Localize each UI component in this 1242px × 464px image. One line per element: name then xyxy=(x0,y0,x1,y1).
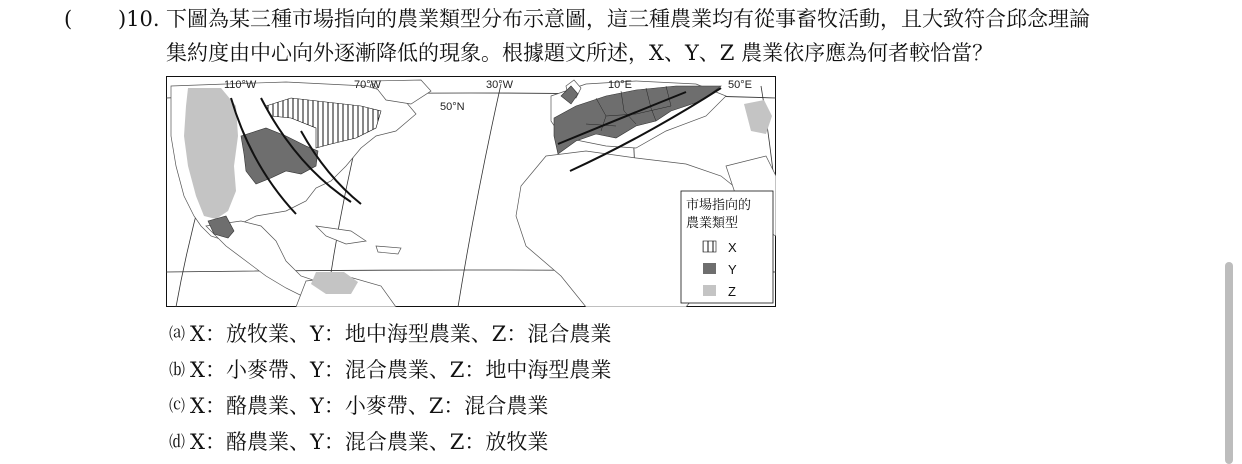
legend-swatch-x xyxy=(703,241,716,252)
option-a[interactable] xyxy=(166,321,611,347)
option-c-letter: ⒞ xyxy=(168,396,185,415)
option-c[interactable] xyxy=(166,393,548,419)
lon-50e-label: 50°E xyxy=(728,79,752,91)
legend-swatch-z xyxy=(703,285,716,296)
option-d-letter: ⒟ xyxy=(168,432,185,451)
legend-label-y: Y xyxy=(728,262,737,277)
lon-70w-label: 70°W xyxy=(354,79,382,91)
option-a-letter: ⒜ xyxy=(168,324,185,343)
option-b[interactable] xyxy=(166,357,611,383)
question-number: )10. xyxy=(118,7,160,31)
lon-30w-label: 30°W xyxy=(486,79,514,91)
legend-label-x: X xyxy=(728,240,737,255)
legend-title-line1: 市場指向的 xyxy=(686,197,752,212)
legend-title-line2: 農業類型 xyxy=(686,215,739,230)
option-a-text: X：放牧業、Y：地中海型農業、Z：混合農業 xyxy=(190,322,612,346)
scrollbar-thumb[interactable] xyxy=(1225,262,1233,464)
option-b-letter: ⒝ xyxy=(168,360,185,379)
agriculture-distribution-map xyxy=(166,76,776,307)
option-d[interactable] xyxy=(166,429,548,455)
option-b-text: X：小麥帶、Y：混合農業、Z：地中海型農業 xyxy=(190,358,612,382)
question-stem-line1: 下圖為某三種市場指向的農業類型分布示意圖，這三種農業均有從事畜牧活動，且大致符合邱念理論 xyxy=(166,7,1090,31)
option-d-text: X：酪農業、Y：混合農業、Z：放牧業 xyxy=(190,430,549,454)
map-legend xyxy=(681,191,773,303)
option-c-text: X：酪農業、Y：小麥帶、Z：混合農業 xyxy=(190,394,549,418)
lat-50n-label: 50°N xyxy=(440,101,465,113)
legend-swatch-y xyxy=(703,263,716,274)
question-stem-line2: 集約度由中心向外逐漸降低的現象。根據題文所述，X、Y、Z 農業依序應為何者較恰當？ xyxy=(166,41,994,65)
answer-paren-open: ( xyxy=(64,7,73,31)
lon-10e-label: 10°E xyxy=(608,79,632,91)
legend-label-z: Z xyxy=(728,284,736,299)
lon-110w-label: 110°W xyxy=(224,79,257,91)
